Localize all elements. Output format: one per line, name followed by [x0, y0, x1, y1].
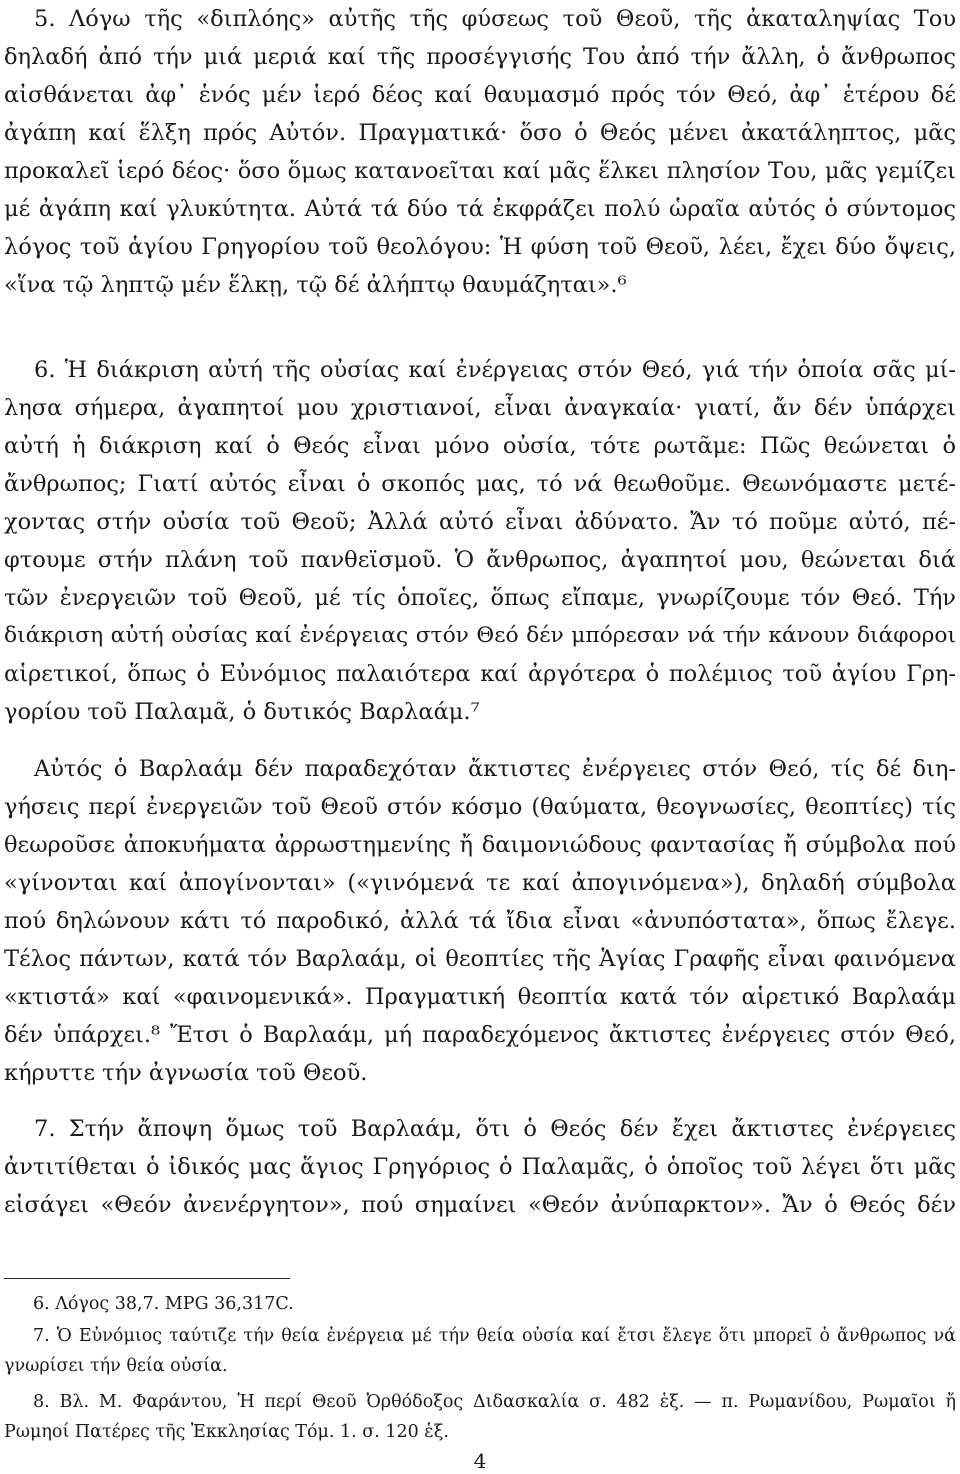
body-line: ἄνθρωπος; Γιατί αὐτός εἶναι ὁ σκοπός μας, τό νά θεωθοῦμε. Θεωνόμαστε μετέ-: [4, 471, 956, 497]
body-line: Αὐτός ὁ Βαρλαάμ δέν παραδεχόταν ἄκτιστες ἐνέργειες στόν Θεό, τίς δέ διη-: [34, 756, 956, 782]
body-line: λησα σήμερα, ἀγαπητοί μου χριστιανοί, εἶναι ἀναγκαία· γιατί, ἄν δέν ὑπάρχει: [4, 395, 956, 421]
page-number: 4: [473, 1449, 487, 1473]
footnote-separator: [4, 1278, 290, 1279]
body-line: 6. Ἡ διάκριση αὐτή τῆς οὐσίας καί ἐνέργειας στόν Θεό, γιά τήν ὁποία σᾶς μί-: [34, 357, 956, 383]
body-line: χοντας στήν οὐσία τοῦ Θεοῦ; Ἀλλά αὐτό εἶναι ἀδύνατο. Ἄν τό ποῦμε αὐτό, πέ-: [4, 509, 956, 535]
body-line: θεωροῦσε ἀποκυήματα ἀρρωστημενίης ἤ δαιμονιώδους φαντασίας ἤ σύμβολα πού: [4, 832, 956, 858]
body-line: αἱρετικοί, ὅπως ὁ Εὐνόμιος παλαιότερα καί ἀργότερα ὁ πολέμιος τοῦ ἁγίου Γρη-: [4, 661, 956, 687]
body-line: 7. Στήν ἄποψη ὅμως τοῦ Βαρλαάμ, ὅτι ὁ Θεός δέν ἔχει ἄκτιστες ἐνέργειες: [34, 1116, 956, 1142]
body-line: ἀντιτίθεται ὁ ἰδικός μας ἅγιος Γρηγόριος ὁ Παλαμᾶς, ὁ ὁποῖος τοῦ λέγει ὅτι μᾶς: [4, 1154, 956, 1180]
body-line: δηλαδή ἀπό τήν μιά μεριά καί τῆς προσέγγισής Του ἀπό τήν ἄλλη, ὁ ἄνθρωπος: [4, 44, 956, 70]
body-line: Τέλος πάντων, κατά τόν Βαρλαάμ, οἱ θεοπτίες τῆς Ἁγίας Γραφῆς εἶναι φαινόμενα: [4, 946, 956, 972]
body-line: προκαλεῖ ἱερό δέος· ὅσο ὅμως κατανοεῖται καί μᾶς ἕλκει πλησίον Του, μᾶς γεμίζει: [4, 158, 956, 184]
body-line: ἀγάπη καί ἕλξη πρός Αὐτόν. Πραγματικά· ὅσο ὁ Θεός μένει ἀκατάληπτος, μᾶς: [4, 120, 956, 146]
body-line: γήσεις περί ἐνεργειῶν τοῦ Θεοῦ στόν κόσμο (θαύματα, θεογνωσίες, θεοπτίες) τίς: [4, 794, 956, 820]
body-line: αὐτή ἡ διάκριση καί ὁ Θεός εἶναι μόνο οὐσία, τότε ρωτᾶμε: Πῶς θεώνεται ὁ: [4, 433, 956, 459]
footnote-line: γνωρίσει τήν θεία οὐσία.: [4, 1356, 228, 1376]
footnote-line: 8. Βλ. Μ. Φαράντου, Ἡ περί Θεοῦ Ὀρθόδοξος Διδασκαλία σ. 482 ἑξ. — π. Ρωμανίδου, Ρωμαῖοι ἤ: [33, 1392, 956, 1412]
body-line: φτουμε στήν πλάνη τοῦ πανθεϊσμοῦ. Ὁ ἄνθρωπος, ἀγαπητοί μου, θεώνεται διά: [4, 547, 956, 573]
body-line: εἰσάγει «Θεόν ἀνενέργητον», πού σημαίνει «Θεόν ἀνύπαρκτον». Ἄν ὁ Θεός δέν: [4, 1192, 956, 1218]
body-line: τῶν ἐνεργειῶν τοῦ Θεοῦ, μέ τίς ὁποῖες, ὅπως εἴπαμε, γνωρίζουμε τόν Θεό. Τήν: [4, 585, 956, 611]
body-line: διάκριση αὐτή οὐσίας καί ἐνέργειας στόν Θεό δέν μπόρεσαν νά τήν κάνουν διάφοροι: [4, 623, 956, 648]
footnote-line: Ρωμηοί Πατέρες τῆς Ἐκκλησίας Τόμ. 1. σ. 120 ἑξ.: [4, 1422, 449, 1442]
body-line: πού δηλώνουν κάτι τό παροδικό, ἀλλά τά ἴδια εἶναι «ἀνυπόστατα», ὅπως ἔλεγε.: [4, 908, 956, 934]
body-line: γορίου τοῦ Παλαμᾶ, ὁ δυτικός Βαρλαάμ.⁷: [4, 699, 480, 725]
body-line: λόγος τοῦ ἁγίου Γρηγορίου τοῦ θεολόγου: Ἡ φύση τοῦ Θεοῦ, λέει, ἔχει δύο ὄψεις,: [4, 234, 956, 260]
body-line: αἰσθάνεται ἀφ᾽ ἑνός μέν ἱερό δέος καί θαυμασμό πρός τόν Θεό, ἀφ᾽ ἑτέρου δέ: [4, 82, 956, 108]
footnote-line: 6. Λόγος 38,7. MPG 36,317C.: [33, 1294, 294, 1314]
footnote-line: 7. Ὁ Εὐνόμιος ταύτιζε τήν θεία ἐνέργεια μέ τήν θεία οὐσία καί ἔτσι ἔλεγε ὅτι μπορεῖ ὁ ἄνθρωπος νά: [33, 1326, 956, 1346]
body-line: δέν ὑπάρχει.⁸ Ἔτσι ὁ Βαρλαάμ, μή παραδεχόμενος ἄκτιστες ἐνέργειες στόν Θεό,: [4, 1022, 956, 1048]
body-line: «ἵνα τῷ ληπτῷ μέν ἕλκῃ, τῷ δέ ἀλήπτῳ θαυμάζηται».⁶: [4, 272, 627, 298]
body-line: κήρυττε τήν ἀγνωσία τοῦ Θεοῦ.: [4, 1060, 368, 1086]
body-line: 5. Λόγω τῆς «διπλόης» αὐτῆς τῆς φύσεως τοῦ Θεοῦ, τῆς ἀκαταληψίας Του: [34, 6, 956, 32]
body-line: «κτιστά» καί «φαινομενικά». Πραγματική θεοπτία κατά τόν αἱρετικό Βαρλαάμ: [4, 984, 956, 1010]
body-line: μέ ἀγάπη καί γλυκύτητα. Αὐτά τά δύο τά ἐκφράζει πολύ ὡραῖα αὐτός ὁ σύντομος: [4, 196, 956, 222]
body-line: «γίνονται καί ἀπογίνονται» («γινόμενά τε καί ἀπογινόμενα»), δηλαδή σύμβολα: [4, 870, 956, 896]
